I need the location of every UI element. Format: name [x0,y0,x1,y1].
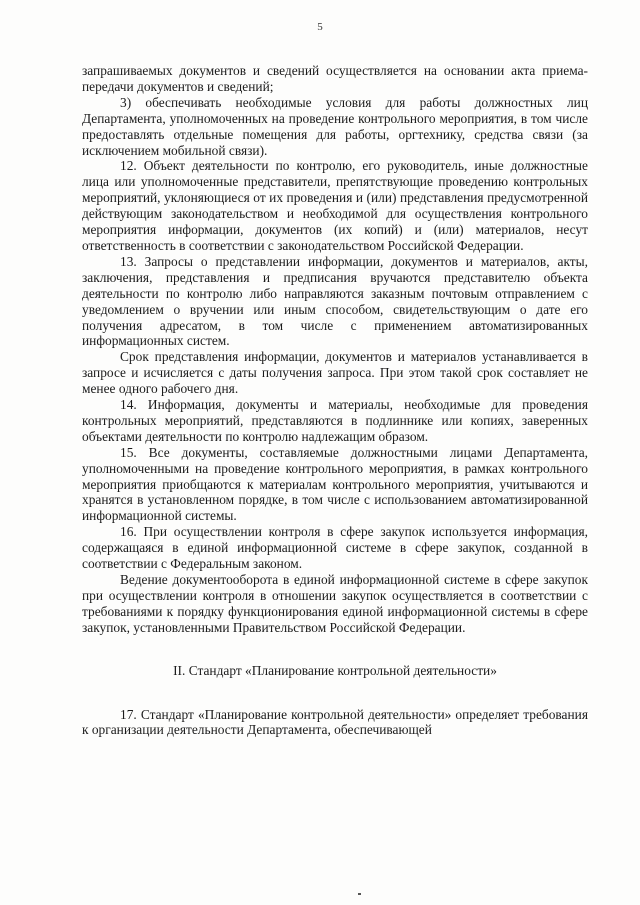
scan-artifact [358,893,361,895]
paragraph-12: 12. Объект деятельности по контролю, его руководитель, иные должностные лица или уполномоченные представители, препятствующие проведению контрольных мероприятий, уклоняющиеся от их проведения и (или) представления предусмотренной действующим законодательством и необходимой для осуществления контрольного мероприятия информации, документов (их копий) и (или) материалов, несут ответственность в соответствии с законодательством Российской Федерации. [82,158,588,253]
paragraph-15: 15. Все документы, составляемые должностными лицами Департамента, уполномоченными на проведение контрольного мероприятия, в рамках контрольного мероприятия приобщаются к материалам контрольного мероприятия, учитываются и хранятся в установленном порядке, в том числе с использованием автоматизированной информационной системы. [82,444,588,524]
paragraph-16: 16. При осуществлении контроля в сфере закупок используется информация, содержащаяся в единой информационной системе в сфере закупок, созданной в соответствии с Федеральным законом. [82,524,588,572]
paragraph-14: 14. Информация, документы и материалы, необходимые для проведения контрольных мероприятий, представляются в подлиннике или копиях, заверенных объектами деятельности по контролю надлежащим образом. [82,397,588,444]
paragraph-13: 13. Запросы о представлении информации, документов и материалов, акты, заключения, представления и предписания вручаются представителю объекта деятельности по контролю либо направляются заказным почтовым отправлением с уведомлением о вручении или иным способом, свидетельствующим о дате его получения адресатом, в том числе с применением автоматизированных информационных систем. [82,253,588,349]
paragraph-13-deadline: Срок представления информации, документов и материалов устанавливается в запросе и исчисляется с даты получения запроса. При этом такой срок составляет не менее одного рабочего дня. [82,349,588,397]
paragraph-16-document-flow: Ведение документооборота в единой информационной системе в сфере закупок при осуществлении контроля в отношении закупок осуществляется в соответствии с требованиями к порядку функционирования единой информационной системы в сфере закупок, установленными Правительством Российской Федерации. [82,572,588,635]
paragraph-17: 17. Стандарт «Планирование контрольной деятельности» определяет требования к организации деятельности Департамента, обеспечивающей [82,706,588,738]
document-body [82,63,588,738]
section-heading: II. Стандарт «Планирование контрольной деятельности» [173,662,497,678]
paragraph-continuation: запрашиваемых документов и сведений осуществляется на основании акта приема-передачи документов и сведений; [82,63,588,94]
page-number: 5 [317,21,323,33]
paragraph-item-3: 3) обеспечивать необходимые условия для работы должностных лиц Департамента, уполномоченных на проведение контрольного мероприятия, в том числе предоставлять отдельные помещения для работы, оргтехнику, средства связи (за исключением мобильной связи). [82,94,588,158]
